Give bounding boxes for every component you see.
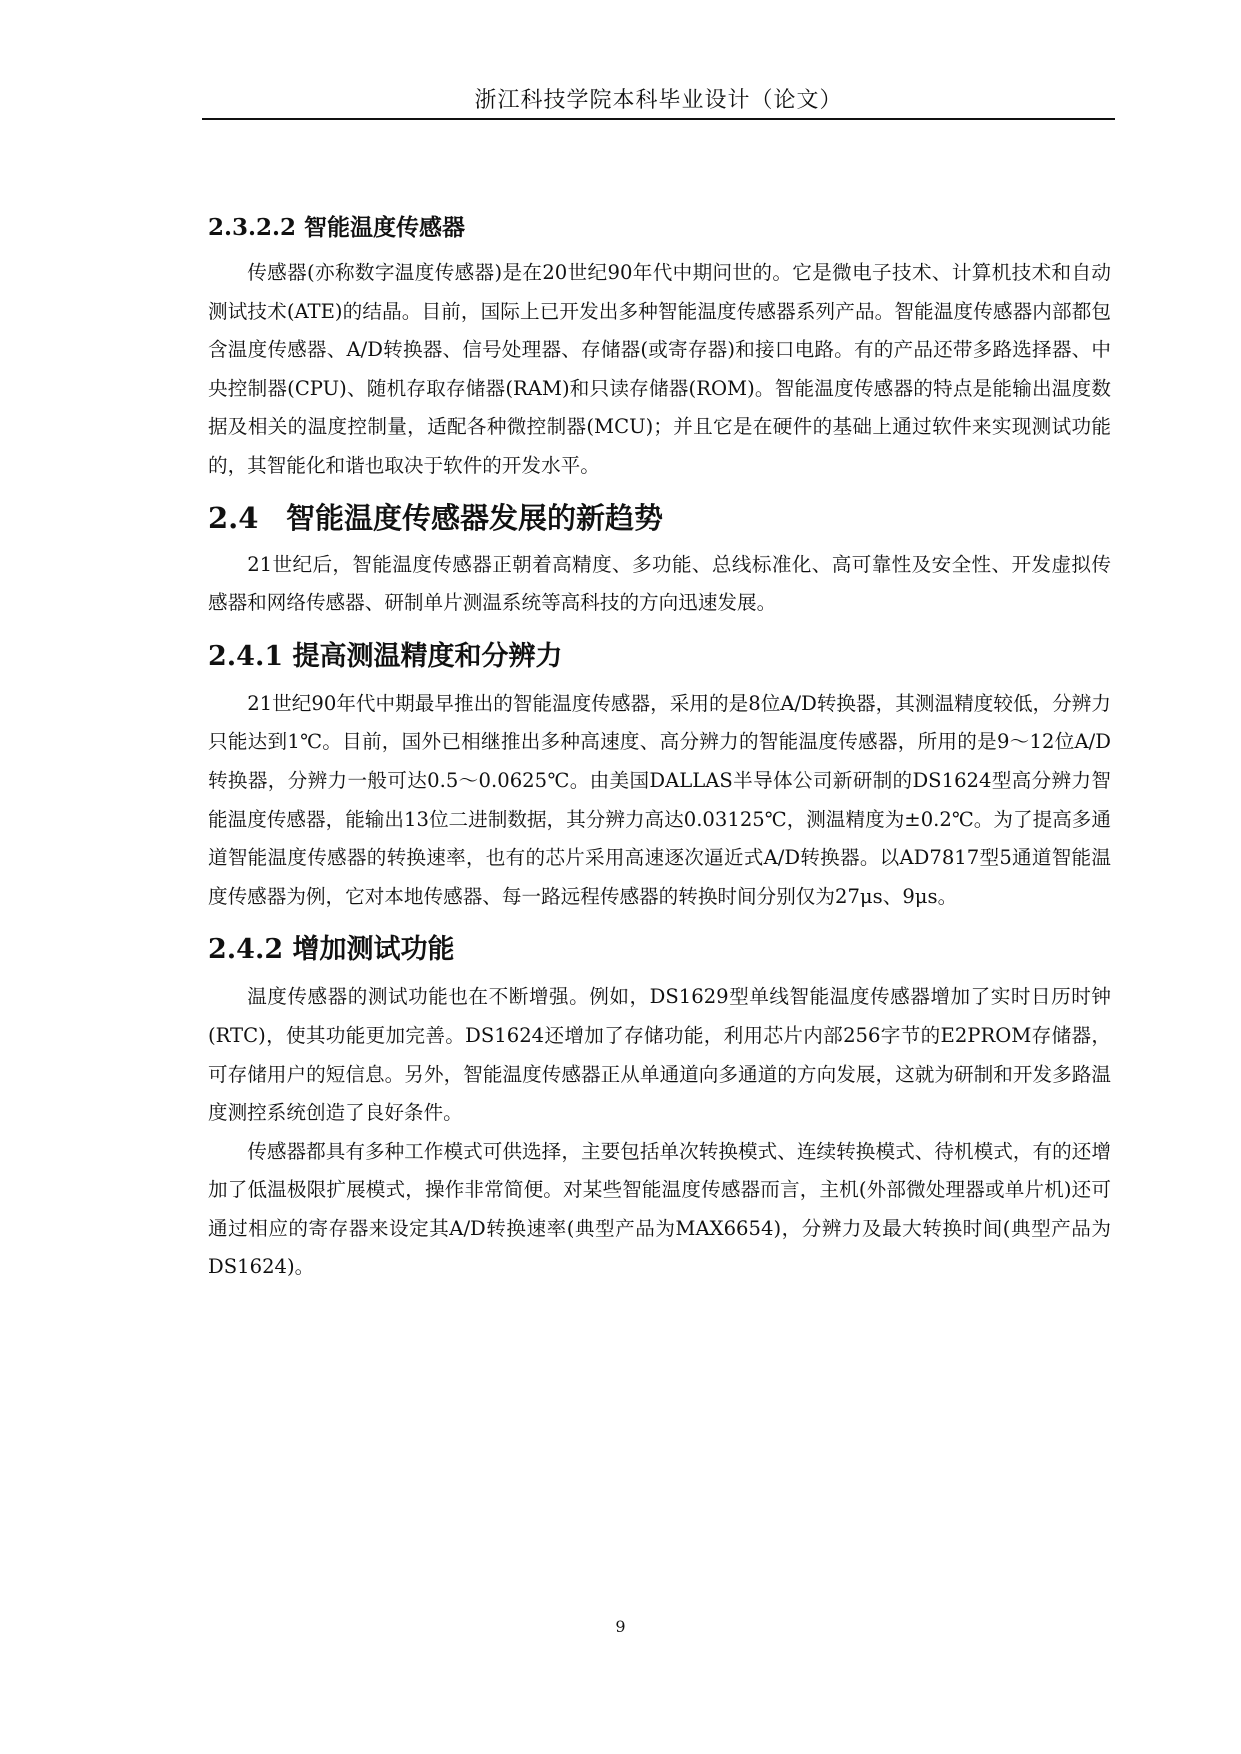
paragraph-work-modes: 传感器都具有多种工作模式可供选择，主要包括单次转换模式、连续转换模式、待机模式，有的还增加了低温极限扩展模式，操作非常简便。对某些智能温度传感器而言，主机(外部微处理器或单片机)还可通过相应的寄存器来设定其A/D转换速率(典型产品为MAX6654)，分辨力及最大转换时间(典型产品为DS1624)。 (208, 1139, 1111, 1279)
header-rule (202, 118, 1115, 120)
section-heading-2-4-1: 2.4.1 提高测温精度和分辨力 (208, 640, 563, 672)
paragraph-precision: 21世纪90年代中期最早推出的智能温度传感器，采用的是8位A/D转换器，其测温精度较低，分辨力只能达到1℃。目前，国外已相继推出多种高速度、高分辨力的智能温度传感器，所用的是9～12位A/D转换器，分辨力一般可达0.5～0.0625℃。由美国DALLAS半导体公司新研制的DS1624型高分辨力智能温度传感器，能输出13位二进制数据，其分辨力高达0.03125℃，测温精度为±0.2℃。为了提高多通道智能温度传感器的转换速率，也有的芯片采用高速逐次逼近式A/D转换器。以AD7817型5通道智能温度传感器为例，它对本地传感器、每一路远程传感器的转换时间分别仅为27μs、9μs。 (208, 691, 1111, 908)
paragraph-trends: 21世纪后，智能温度传感器正朝着高精度、多功能、总线标准化、高可靠性及安全性、开发虚拟传感器和网络传感器、研制单片测温系统等高科技的方向迅速发展。 (208, 552, 1111, 615)
page-content (208, 208, 1111, 1287)
paragraph-test-functions: 温度传感器的测试功能也在不断增强。例如，DS1629型单线智能温度传感器增加了实时日历时钟(RTC)，使其功能更加完善。DS1624还增加了存储功能，利用芯片内部256字节的E2PROM存储器，可存储用户的短信息。另外，智能温度传感器正从单通道向多通道的方向发展，这就为研制和开发多路温度测控系统创造了良好条件。 (208, 985, 1111, 1125)
section-heading-2-3-2-2: 2.3.2.2 智能温度传感器 (208, 214, 466, 241)
running-header: 浙江科技学院本科毕业设计（论文） (474, 88, 843, 113)
section-heading-2-4-2: 2.4.2 增加测试功能 (208, 934, 455, 966)
section-title: 智能温度传感器发展的新趋势 (286, 500, 664, 535)
section-heading-2-4 (208, 496, 1111, 540)
paragraph-smart-sensor: 传感器(亦称数字温度传感器)是在20世纪90年代中期问世的。它是微电子技术、计算机技术和自动测试技术(ATE)的结晶。目前，国际上已开发出多种智能温度传感器系列产品。智能温度传感器内部都包含温度传感器、A/D转换器、信号处理器、存储器(或寄存器)和接口电路。有的产品还带多路选择器、中央控制器(CPU)、随机存取存储器(RAM)和只读存储器(ROM)。智能温度传感器的特点是能输出温度数据及相关的温度控制量，适配各种微控制器(MCU)；并且它是在硬件的基础上通过软件来实现测试功能的，其智能化和谐也取决于软件的开发水平。 (208, 261, 1111, 477)
section-number: 2.4 (208, 500, 259, 535)
page-number: 9 (615, 1617, 626, 1636)
